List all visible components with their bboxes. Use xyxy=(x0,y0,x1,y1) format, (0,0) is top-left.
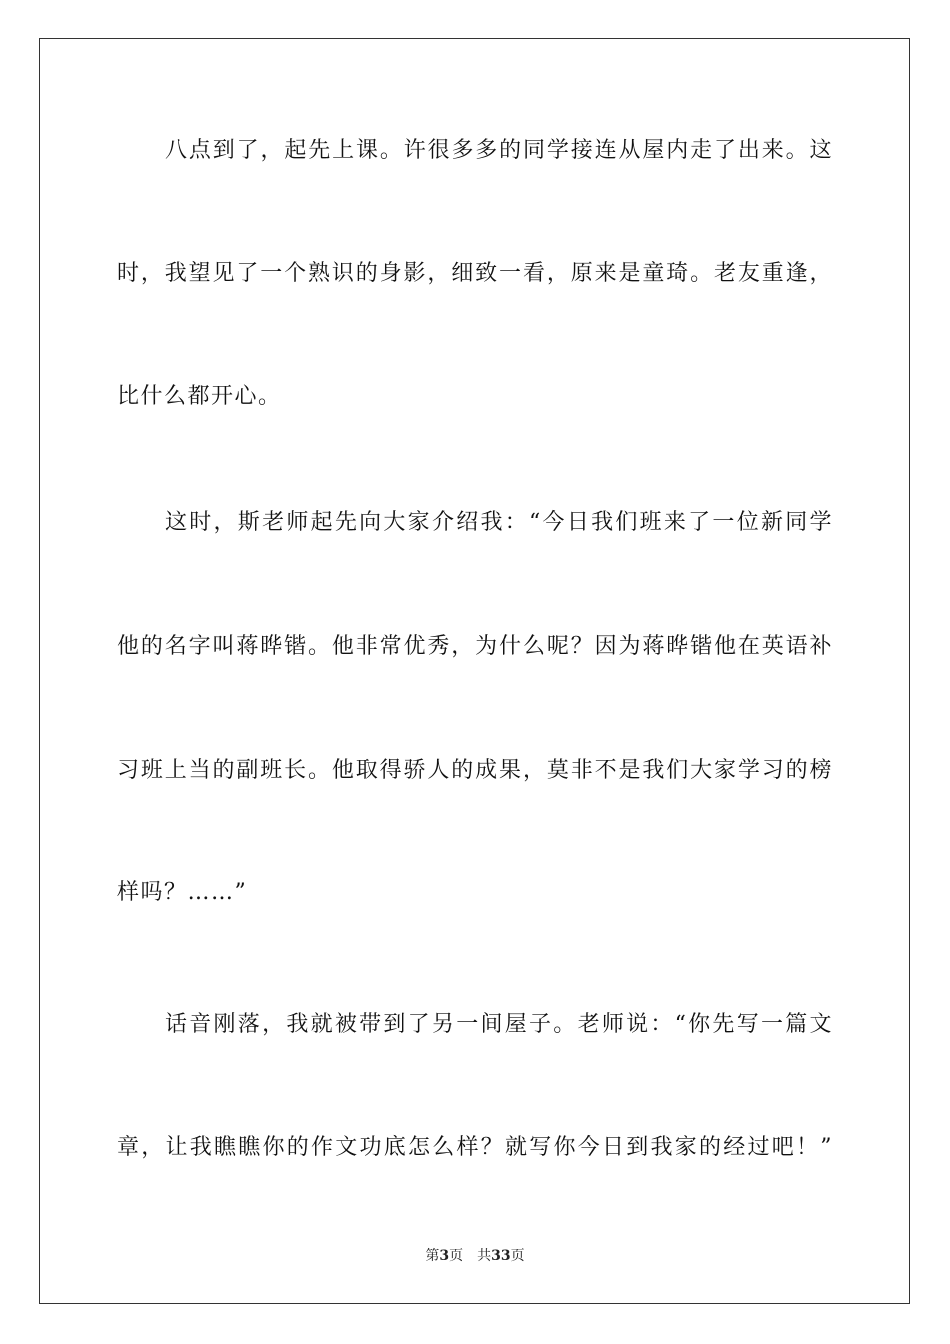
paragraph-2-line-3: 习班上当的副班长。他取得骄人的成果，莫非不是我们大家学习的榜 xyxy=(117,758,833,783)
paragraph-3-line-1: 话音刚落，我就被带到了另一间屋子。老师说：“你先写一篇文 xyxy=(165,1012,833,1037)
page-label: 第3页 xyxy=(425,1248,464,1264)
paragraph-2-line-1: 这时，斯老师起先向大家介绍我：“今日我们班来了一位新同学 xyxy=(165,510,833,535)
paragraph-2-line-2: 他的名字叫蒋晔锴。他非常优秀，为什么呢？因为蒋晔锴他在英语补 xyxy=(117,634,833,659)
paragraph-2-line-4: 样吗？……” xyxy=(117,880,248,905)
page-border xyxy=(39,38,910,1304)
paragraph-3-line-2: 章，让我瞧瞧你的作文功底怎么样？就写你今日到我家的经过吧！” xyxy=(117,1135,833,1160)
total-pages: 33 xyxy=(491,1248,511,1264)
page-number: 3 xyxy=(439,1248,450,1264)
page-footer xyxy=(0,1246,950,1266)
total-pages-label: 共33页 xyxy=(477,1248,525,1264)
paragraph-1-line-2: 时，我望见了一个熟识的身影，细致一看，原来是童琦。老友重逢， xyxy=(117,261,833,286)
paragraph-1-line-3: 比什么都开心。 xyxy=(117,384,282,409)
paragraph-1-line-1: 八点到了，起先上课。许很多多的同学接连从屋内走了出来。这 xyxy=(165,138,833,163)
